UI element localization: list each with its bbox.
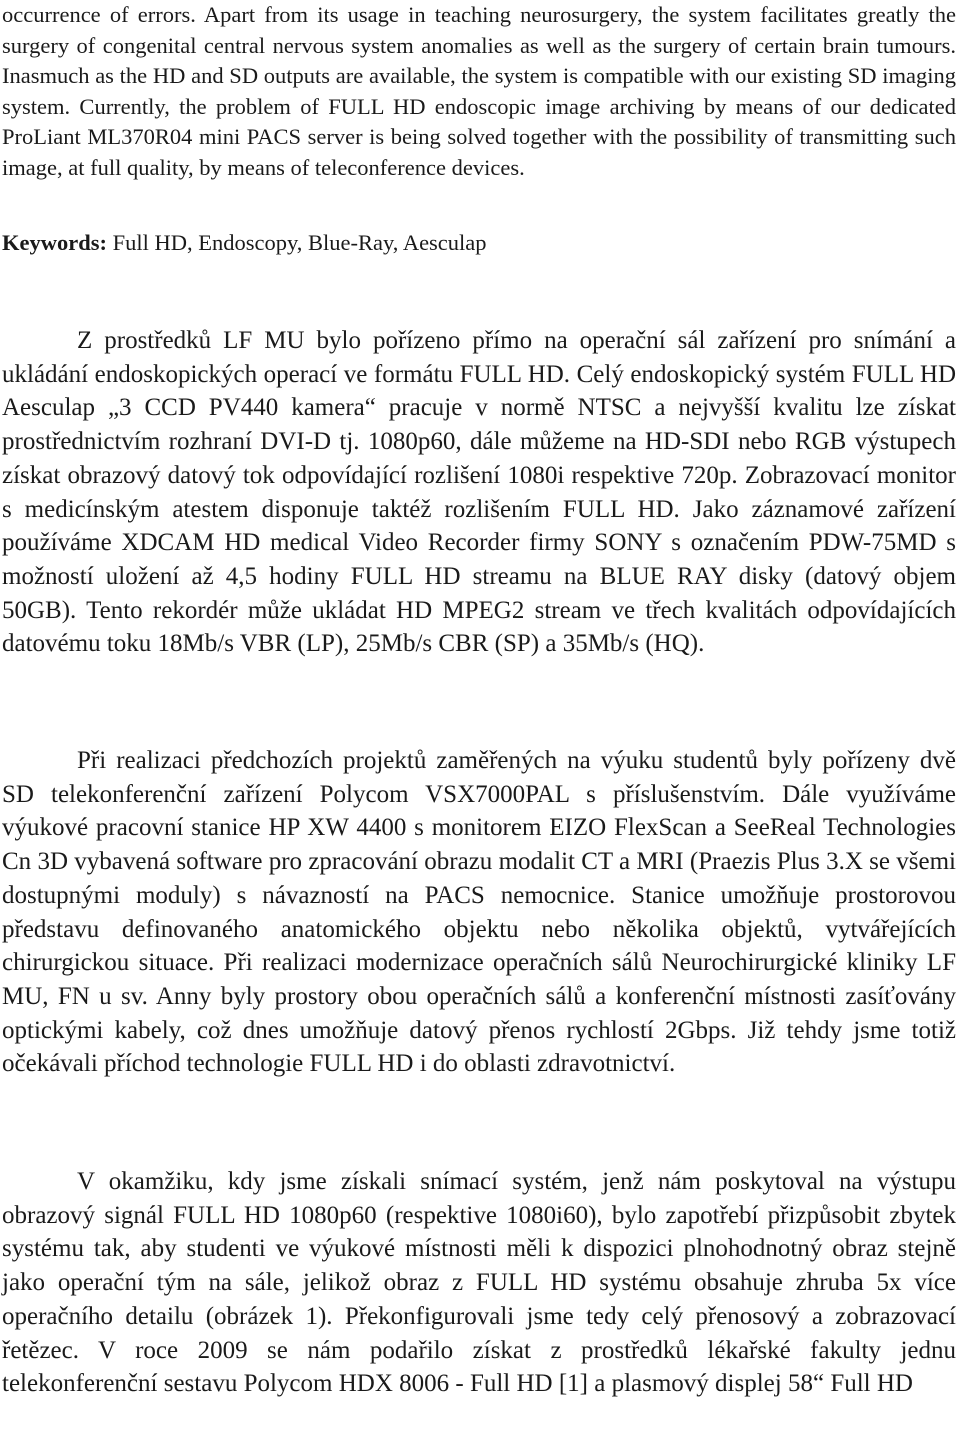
body-paragraph-3: V okamžiku, kdy jsme získali snímací systém, jenž nám poskytoval na výstupu obrazový signál FULL HD 1080p60 (respektive 1080i60), bylo zapotřebí přizpůsobit zbytek systému tak, aby studenti ve výukové místnosti měli k dispozici plnohodnotný obraz stejně jako operační tým na sále, jelikož obraz z FULL HD systému obsahuje zhruba 5x více operačního detailu (obrázek 1). Překonfigurovali jsme tedy celý přenosový a zobrazovací řetězec. V roce 2009 se nám podařilo získat z prostředků lékařské fakulty jednu telekonferenční sestavu Polycom HDX 8006 - Full HD [1] a plasmový displej 58“ Full HD (2, 1168, 956, 1398)
czech-section-2 (2, 744, 956, 1081)
czech-section-3 (2, 1165, 956, 1401)
body-paragraph-1: Z prostředků LF MU bylo pořízeno přímo na operační sál zařízení pro snímání a ukládání endoskopických operací ve formátu FULL HD. Celý endoskopický systém FULL HD Aesculap „3 CCD PV440 kamera“ pracuje v normě NTSC a nejvyšší kvalitu lze získat prostřednictvím rozhraní DVI-D tj. 1080p60, dále můžeme na HD-SDI nebo RGB výstupech získat obrazový datový tok odpovídající rozlišení 1080i respektive 720p. Zobrazovací monitor s medicínským atestem disponuje taktéž rozlišením FULL HD. Jako záznamové zařízení používáme XDCAM HD medical Video Recorder firmy SONY s označením PDW-75MD s možností uložení až 4,5 hodiny FULL HD streamu na BLUE RAY disky (datový objem 50GB). Tento rekordér může ukládat HD MPEG2 stream ve třech kvalitách odpovídajících datovému toku 18Mb/s VBR (LP), 25Mb/s CBR (SP) a 35Mb/s (HQ). (2, 327, 956, 658)
keywords-value: Full HD, Endoscopy, Blue-Ray, Aesculap (107, 230, 487, 255)
keywords-line (2, 228, 956, 259)
body-paragraph-2: Při realizaci předchozích projektů zaměřených na výuku studentů byly pořízeny dvě SD telekonferenční zařízení Polycom VSX7000PAL s příslušenstvím. Dále využíváme výukové pracovní stanice HP XW 4400 s monitorem EIZO FlexScan a SeeReal Technologies Cn 3D vybavená software pro zpracování obrazu modalit CT a MRI (Praezis Plus 3.X se všemi dostupnými moduly) s návazností na PACS nemocnice. Stanice umožňuje prostorovou představu definovaného anatomického objektu nebo několika objektů, vytvářejících chirurgickou situace. Při realizaci modernizace operačních sálů Neurochirurgické kliniky LF MU, FN u sv. Anny byly prostory obou operačních sálů a konferenční místnosti zasíťovány optickými kabely, což dnes umožňuje datový přenos rychlostí 2Gbps. Již tehdy jsme totiž očekávali příchod technologie FULL HD i do oblasti zdravotnictví. (2, 747, 956, 1078)
keywords-label: Keywords: (2, 230, 107, 255)
czech-section-1 (2, 324, 956, 661)
english-abstract (2, 0, 956, 183)
abstract-paragraph: occurrence of errors. Apart from its usage in teaching neurosurgery, the system facilitates greatly the surgery of congenital central nervous system anomalies as well as the surgery of certain brain tumours. Inasmuch as the HD and SD outputs are available, the system is compatible with our existing SD imaging system. Currently, the problem of FULL HD endoscopic image archiving by means of our dedicated ProLiant ML370R04 mini PACS server is being solved together with the possibility of transmitting such image, at full quality, by means of teleconference devices. (2, 2, 956, 180)
